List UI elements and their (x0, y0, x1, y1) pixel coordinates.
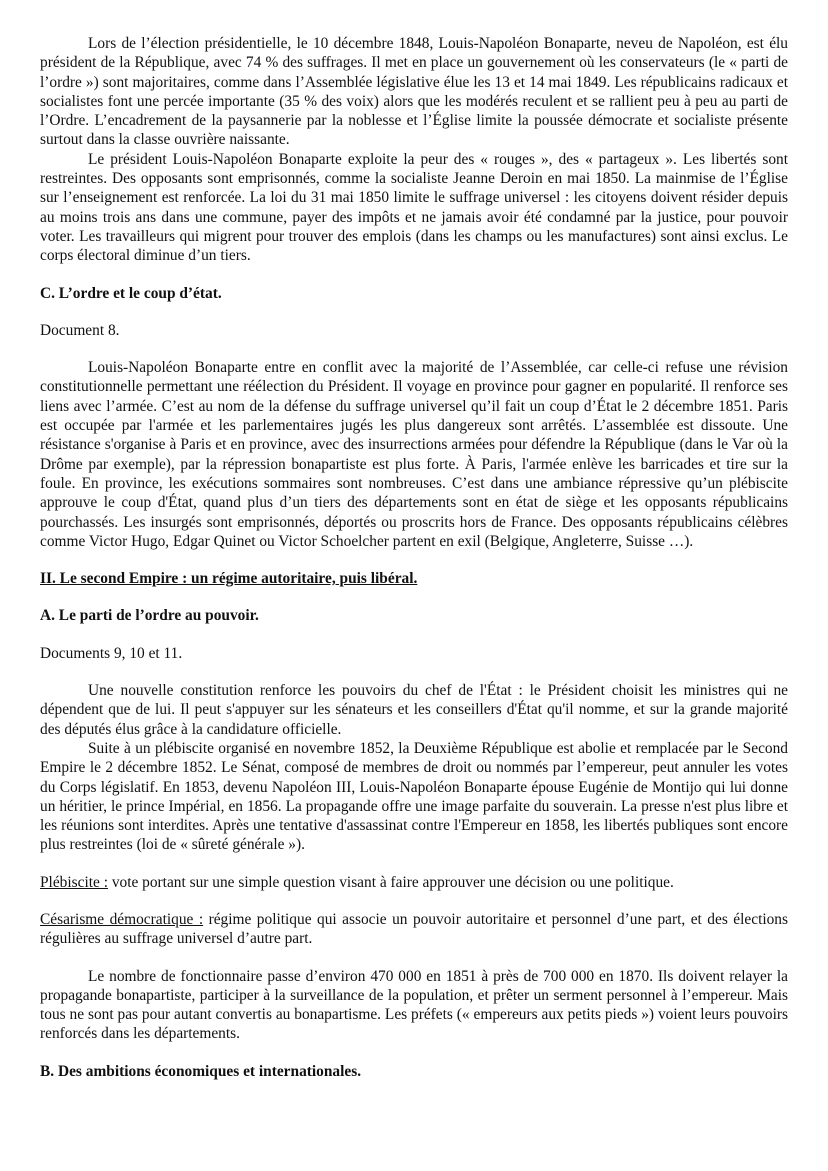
definition-term-cesarisme: Césarisme démocratique : (40, 910, 204, 928)
definition-plebiscite (40, 873, 788, 892)
definition-term-plebiscite: Plébiscite : (40, 873, 108, 891)
section-heading-a: A. Le parti de l’ordre au pouvoir. (40, 607, 259, 625)
document-reference-8: Document 8. (40, 321, 120, 339)
paragraph-second-empire: Suite à un plébiscite organisé en novembre 1852, la Deuxième République est abolie et remplacée par le Second Empire le 2 décembre 1852. Le Sénat, composé de membres de droit ou nommés par l’empereur, peut annuler les votes du Corps législatif. En 1853, devenu Napoléon III, Louis-Napoléon Bonaparte épouse Eugénie de Montijo qui lui donne un héritier, le prince Impérial, en 1856. La propagande offre une image parfaite du souverain. La presse n'est plus libre et les réunions sont interdites. Après une tentative d'assassinat contre l'Empereur en 1858, les libertés publiques sont encore plus restreintes (loi de « sûreté générale »). (40, 739, 788, 854)
section-heading-b: B. Des ambitions économiques et internationales. (40, 1062, 362, 1080)
definition-text-cesarisme: régime politique qui associe un pouvoir autoritaire et personnel d’une part, et des élections régulières au suffrage universel d’autre part. (40, 910, 788, 948)
definition-text-plebiscite: vote portant sur une simple question visant à faire approuver une décision ou une politique. (107, 873, 674, 891)
definition-cesarisme (40, 910, 788, 949)
paragraph-new-constitution: Une nouvelle constitution renforce les pouvoirs du chef de l'État : le Président choisit les ministres qui ne dépendent que de lui. Il peut s'appuyer sur les sénateurs et les conseillers d'État qu'il nomme, et sur la grande majorité des députés élus grâce à la candidature officielle. (40, 682, 788, 738)
paragraph-election-1848: Lors de l’élection présidentielle, le 10 décembre 1848, Louis-Napoléon Bonaparte, neveu de Napoléon, est élu président de la République, avec 74 % des suffrages. Il met en place un gouvernement où les conservateurs (le « parti de l’ordre ») sont majoritaires, comme dans l’Assemblée législative élue les 13 et 14 mai 1849. Les républicains radicaux et socialistes font une percée importante (35 % des voix) alors que les modérés reculent et se rallient peu à peu au parti de l’Ordre. L’encadrement de la paysannerie par la noblesse et l’Église limite la poussée démocrate et socialiste présente surtout dans la classe ouvrière naissante. (40, 35, 788, 149)
paragraph-fonctionnaires: Le nombre de fonctionnaire passe d’environ 470 000 en 1851 à près de 700 000 en 1870. Ils doivent relayer la propagande bonapartiste, participer à la surveillance de la population, et prêter un serment personnel à l’empereur. Mais tous ne sont pas pour autant convertis au bonapartisme. Les préfets (« empereurs aux petits pieds ») voient leurs pouvoirs renforcés dans les départements. (40, 967, 788, 1043)
section-heading-ii: II. Le second Empire : un régime autoritaire, puis libéral. (40, 570, 418, 588)
paragraph-president-repression: Le président Louis-Napoléon Bonaparte exploite la peur des « rouges », des « partageux ». Les libertés sont restreintes. Des opposants sont emprisonnés, comme la socialiste Jeanne Deroin en mai 1850. La mainmise de l’Église sur l’enseignement est renforcée. La loi du 31 mai 1850 limite le suffrage universel : les citoyens doivent résider depuis au moins trois ans dans une commune, payer des impôts et ne jamais avoir été condamné par la justice, pour pouvoir voter. Les travailleurs qui migrent pour trouver des emplois (dans les champs ou les manufactures) sont ainsi exclus. Le corps électoral diminue d’un tiers. (40, 150, 788, 265)
paragraph-coup-etat: Louis-Napoléon Bonaparte entre en conflit avec la majorité de l’Assemblée, car celle-ci refuse une révision constitutionnelle permettant une réélection du Président. Il voyage en province pour gagner en popularité. Il renforce ses liens avec l’armée. C’est au nom de la défense du suffrage universel qu’il fait un coup d’État le 2 décembre 1851. Paris est occupée par l'armée et les parlementaires jugés les plus dangereux sont arrêtés. L’assemblée est dissoute. Une résistance s'organise à Paris et en province, avec des insurrections armées pour défendre la République (dans le Var où la Drôme par exemple), par la répression bonapartiste est plus forte. À Paris, l'armée enlève les barricades et tire sur la foule. En province, les exécutions sommaires sont nombreuses. C’est dans une ambiance répressive qu’un plébiscite approuve le coup d'État, quand plus d’un tiers des départements sont en état de siège et les opposants républicains pourchassés. Les insurgés sont emprisonnés, déportés ou proscrits hors de France. Des opposants républicains célèbres comme Victor Hugo, Edgar Quinet ou Victor Schoelcher partent en exil (Belgique, Angleterre, Suisse …). (40, 359, 788, 550)
section-heading-c: C. L’ordre et le coup d’état. (40, 284, 222, 302)
document-reference-9-10-11: Documents 9, 10 et 11. (40, 644, 183, 662)
